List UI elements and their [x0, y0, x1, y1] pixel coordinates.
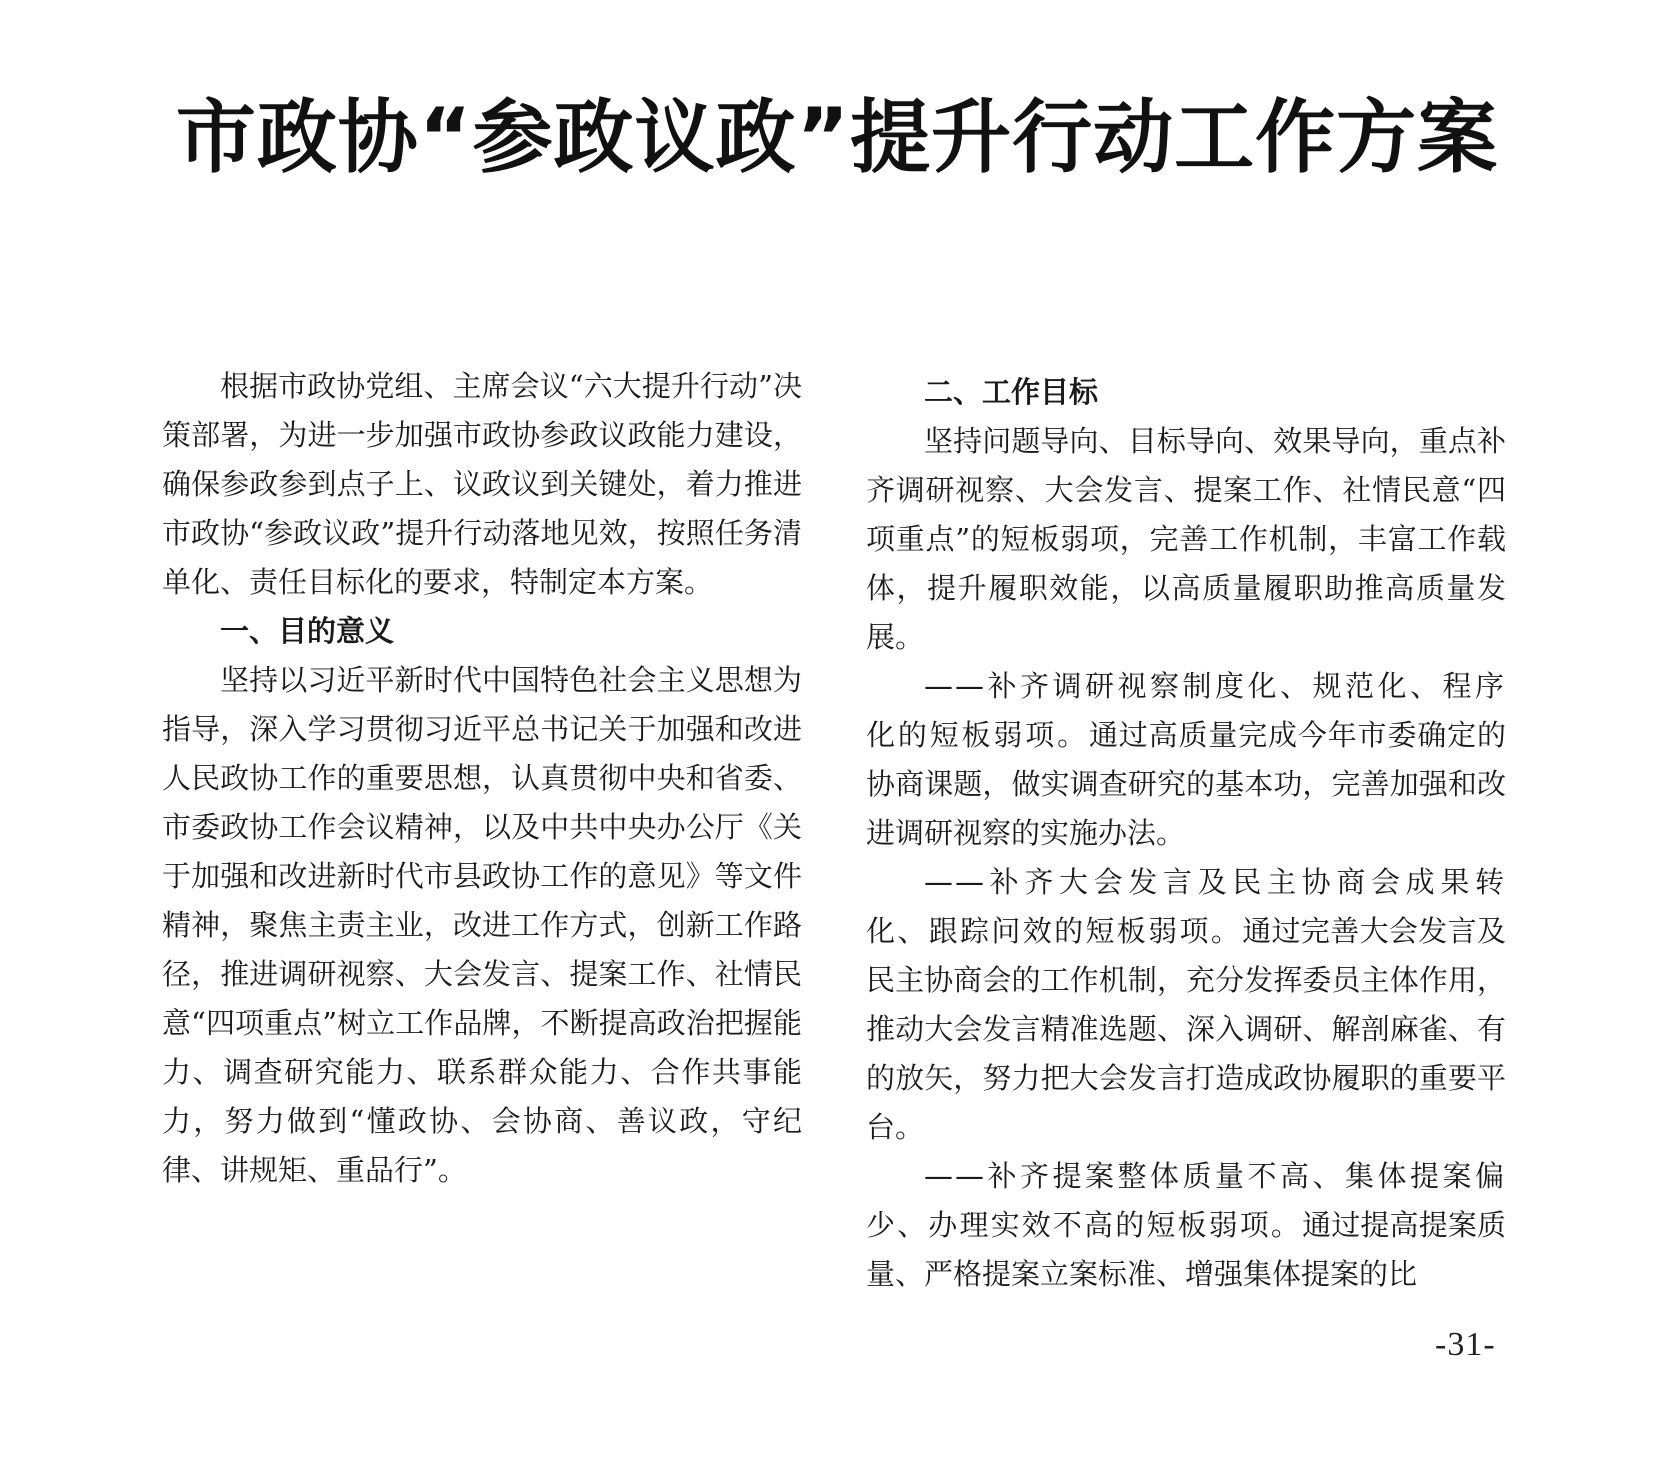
goals-paragraph: 坚持问题导向、目标导向、效果导向，重点补齐调研视察、大会发言、提案工作、社情民意“四项重点”的短板弱项，完善工作机制，丰富工作载体，提升履职效能，以高质量履职助推高质量发展。 [866, 424, 1506, 654]
goal-item-proposal [866, 1152, 1506, 1299]
right-column [866, 362, 1506, 1299]
section-heading-purpose: 一、目的意义 [220, 614, 395, 648]
section-heading-goals: 二、工作目标 [924, 375, 1099, 409]
goal-item-research-body: 通过高质量完成今年市委确定的协商课题，做实调查研究的基本功，完善加强和改进调研视察的实施办法。 [866, 718, 1506, 850]
page-number: -31- [1435, 1326, 1496, 1363]
goal-item-proposal-lead: ——补齐提案整体质量不高、集体提案偏少、办理实效不高的短板弱项。 [866, 1159, 1506, 1242]
left-column [162, 362, 802, 1195]
purpose-paragraph: 坚持以习近平新时代中国特色社会主义思想为指导，深入学习贯彻习近平总书记关于加强和改进人民政协工作的重要思想，认真贯彻中央和省委、市委政协工作会议精神，以及中共中央办公厅《关于加强和改进新时代市县政协工作的意见》等文件精神，聚焦主责主业，改进工作方式，创新工作路径，推进调研视察、大会发言、提案工作、社情民意“四项重点”树立工作品牌，不断提高政治把握能力、调查研究能力、联系群众能力、合作共事能力，努力做到“懂政协、会协商、善议政，守纪律、讲规矩、重品行”。 [162, 663, 802, 1187]
goal-item-research [866, 662, 1506, 858]
page-title: 市政协“参政议政”提升行动工作方案 [175, 91, 1499, 184]
goal-item-speech-lead: ——补齐大会发言及民主协商会成果转化、跟踪问效的短板弱项。 [866, 865, 1506, 948]
goal-item-speech-body: 通过完善大会发言及民主协商会的工作机制，充分发挥委员主体作用，推动大会发言精准选题、深入调研、解剖麻雀、有的放矢，努力把大会发言打造成政协履职的重要平台。 [866, 914, 1506, 1144]
goal-item-research-lead: ——补齐调研视察制度化、规范化、程序化的短板弱项。 [866, 669, 1506, 752]
goal-item-proposal-body: 通过提高提案质量、严格提案立案标准、增强集体提案的比 [866, 1208, 1506, 1291]
intro-paragraph: 根据市政协党组、主席会议“六大提升行动”决策部署，为进一步加强市政协参政议政能力建设，确保参政参到点子上、议政议到关键处，着力推进市政协“参政议政”提升行动落地见效，按照任务清单化、责任目标化的要求，特制定本方案。 [162, 369, 802, 599]
goal-item-speech [866, 858, 1506, 1152]
